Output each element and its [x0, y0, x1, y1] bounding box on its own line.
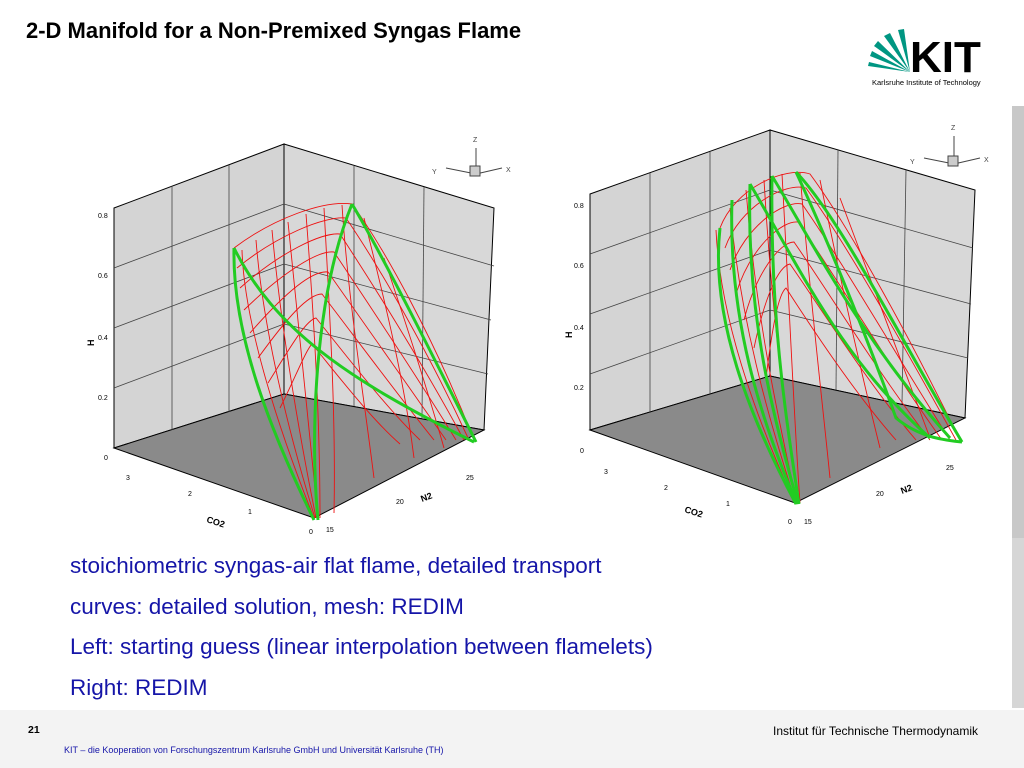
y-tick: 25: [946, 465, 954, 472]
y-tick: 15: [326, 527, 334, 534]
z-tick: 0.4: [98, 335, 108, 342]
kit-logo-text: KIT: [910, 33, 981, 82]
page-number: 21: [28, 724, 40, 736]
x-tick: 0: [309, 529, 313, 536]
bullet-list: [70, 546, 653, 708]
z-tick: 0.8: [98, 213, 108, 220]
bullet-item: Left: starting guess (linear interpolation between flamelets): [70, 634, 653, 659]
x-tick: 0: [788, 519, 792, 526]
institute-name: Institut für Technische Thermodynamik: [773, 724, 978, 738]
orientation-triad: [432, 137, 511, 176]
y-tick: 20: [876, 491, 884, 498]
orientation-z: Z: [951, 125, 956, 132]
footer-band: [0, 710, 1024, 768]
footer-cooperation-text: KIT – die Kooperation von Forschungszentrum Karlsruhe GmbH und Universität Karlsruhe (TH): [64, 745, 444, 755]
manifold-plot-right: [560, 118, 1000, 538]
z-tick: 0.4: [574, 325, 584, 332]
x-tick: 2: [188, 491, 192, 498]
orientation-triad: [910, 125, 989, 166]
y-axis-title: N2: [899, 482, 914, 496]
y-tick: 25: [466, 475, 474, 482]
z-tick: 0: [104, 455, 108, 462]
z-axis-title: H: [86, 339, 96, 346]
x-tick: 3: [126, 475, 130, 482]
orientation-z: Z: [473, 137, 478, 144]
x-tick: 3: [604, 469, 608, 476]
manifold-plot-left: [84, 118, 514, 543]
bullet-item: curves: detailed solution, mesh: REDIM: [70, 593, 464, 619]
slide-title: 2-D Manifold for a Non-Premixed Syngas Flame: [26, 18, 522, 43]
z-tick: 0.6: [98, 273, 108, 280]
axis-ticks-z: [98, 213, 108, 462]
orientation-y: Y: [432, 169, 437, 176]
z-tick: 0.2: [574, 385, 584, 392]
z-tick: 0.6: [574, 263, 584, 270]
x-tick: 1: [248, 509, 252, 516]
orientation-x: X: [506, 167, 511, 174]
orientation-y: Y: [910, 159, 915, 166]
side-accent-bar-bottom: [1012, 538, 1024, 708]
y-tick: 15: [804, 519, 812, 526]
z-tick: 0: [580, 448, 584, 455]
y-tick: 20: [396, 499, 404, 506]
z-axis-title: H: [564, 331, 574, 338]
kit-logo-emblem: [868, 29, 910, 72]
x-axis-title: CO2: [683, 504, 705, 520]
x-tick: 2: [664, 485, 668, 492]
kit-logo-subtitle: Karlsruhe Institute of Technology: [872, 78, 981, 87]
bullet-item: stoichiometric syngas-air flat flame, detailed transport: [70, 553, 602, 578]
y-axis-title: N2: [419, 490, 434, 504]
orientation-x: X: [984, 157, 989, 164]
side-accent-bar-top: [1012, 106, 1024, 538]
z-tick: 0.8: [574, 203, 584, 210]
z-tick: 0.2: [98, 395, 108, 402]
x-axis-title: CO2: [205, 514, 227, 530]
x-tick: 1: [726, 501, 730, 508]
axis-ticks-z: [574, 203, 584, 455]
bullet-item: Right: REDIM: [70, 674, 208, 700]
